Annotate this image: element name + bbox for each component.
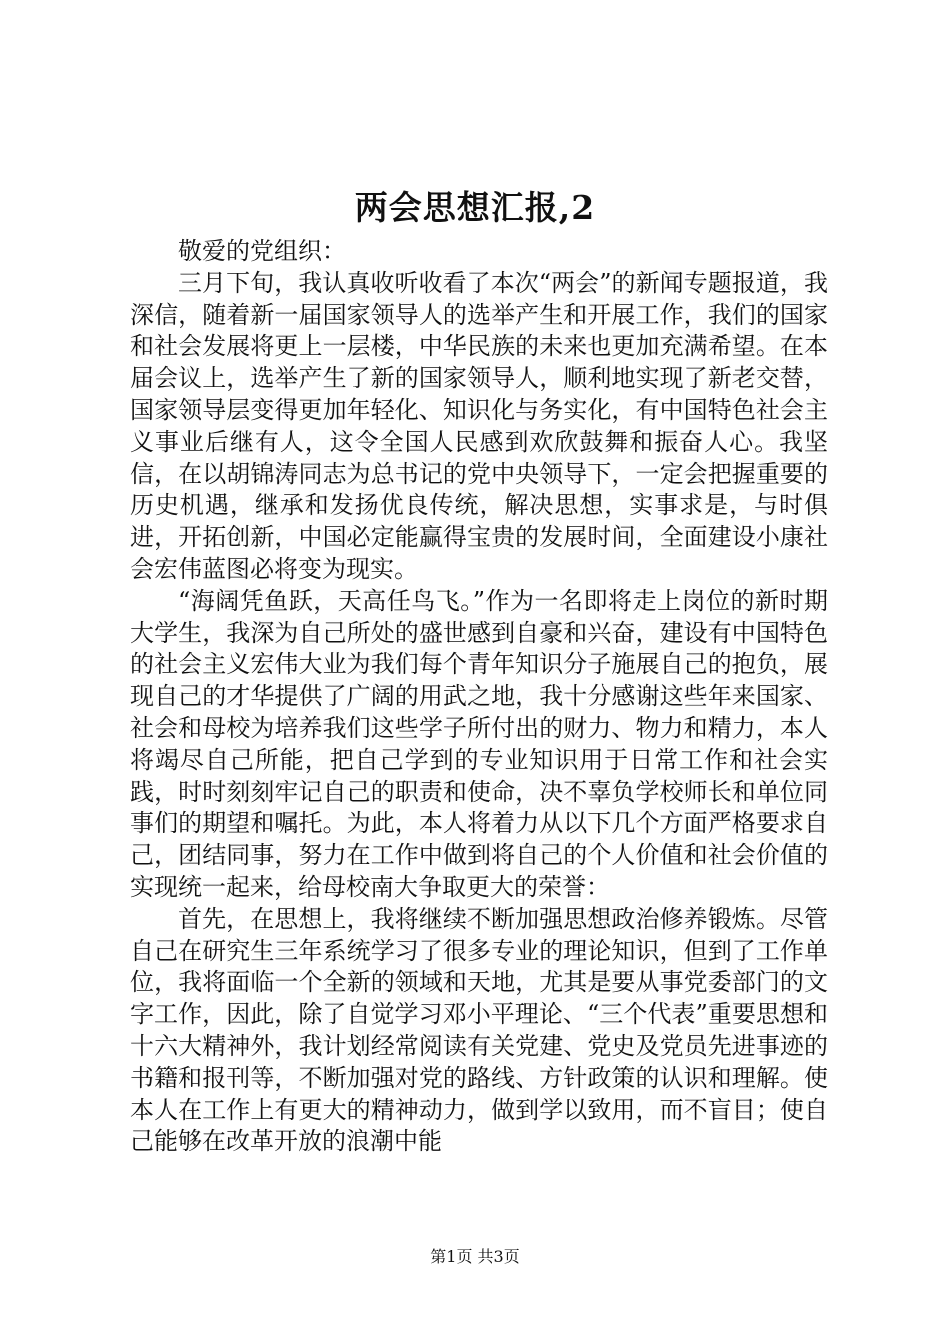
paragraph-2: “海阔凭鱼跃，天高任鸟飞。”作为一名即将走上岗位的新时期大学生，我深为自己所处的盛世感到自豪和兴奋，建设有中国特色的社会主义宏伟大业为我们每个青年知识分子施展自己的抱负，展现自己的才华提供了广阔的用武之地，我十分感谢这些年来国家、社会和母校为培养我们这些学子所付出的财力、物力和精力，本人将竭尽自己所能，把自己学到的专业知识用于日常工作和社会实践，时时刻刻牢记自己的职责和使命，决不辜负学校师长和单位同事们的期望和嘱托。为此，本人将着力从以下几个方面严格要求自己，团结同事，努力在工作中做到将自己的个人价值和社会价值的实现统一起来，给母校南大争取更大的荣誉： [130,586,828,901]
document-body [130,236,828,1158]
page-footer: 第1页 共3页 [430,1247,520,1266]
salutation: 敬爱的党组织： [178,237,346,265]
paragraph-1: 三月下旬，我认真收听收看了本次“两会”的新闻专题报道，我深信，随着新一届国家领导人的选举产生和开展工作，我们的国家和社会发展将更上一层楼，中华民族的未来也更加充满希望。在本届会议上，选举产生了新的国家领导人，顺利地实现了新老交替，国家领导层变得更加年轻化、知识化与务实化，有中国特色社会主义事业后继有人，这令全国人民感到欢欣鼓舞和振奋人心。我坚信，在以胡锦涛同志为总书记的党中央领导下，一定会把握重要的历史机遇，继承和发扬优良传统，解决思想，实事求是，与时俱进，开拓创新，中国必定能赢得宝贵的发展时间，全面建设小康社会宏伟蓝图必将变为现实。 [130,268,828,583]
document-title: 两会思想汇报,2 [354,188,596,227]
paragraph-3: 首先，在思想上，我将继续不断加强思想政治修养锻炼。尽管自己在研究生三年系统学习了很多专业的理论知识，但到了工作单位，我将面临一个全新的领域和天地，尤其是要从事党委部门的文字工作，因此，除了自觉学习邓小平理论、“三个代表”重要思想和十六大精神外，我计划经常阅读有关党建、党史及党员先进事迹的书籍和报刊等，不断加强对党的路线、方针政策的认识和理解。使本人在工作上有更大的精神动力，做到学以致用，而不盲目；使自己能够在改革开放的浪潮中能 [130,904,828,1156]
